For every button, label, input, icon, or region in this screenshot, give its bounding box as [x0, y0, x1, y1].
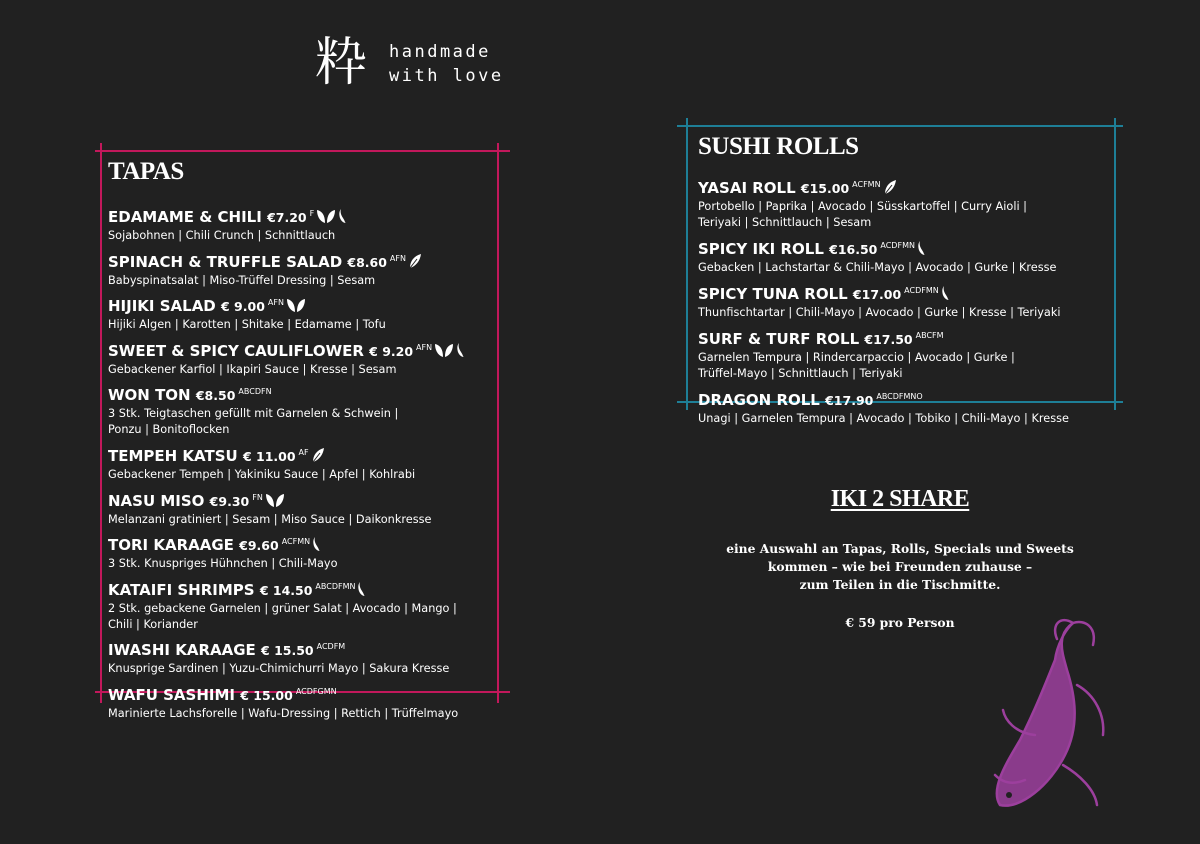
- allergen-codes: AF: [298, 447, 309, 457]
- menu-item-description: Thunfischtartar | Chili-Mayo | Avocado | Gurke | Kresse | Teriyaki: [698, 306, 1061, 319]
- allergen-codes: ACDFGMN: [295, 686, 337, 696]
- share-price: € 59 pro Person: [845, 615, 955, 630]
- menu-item-description: Gebacken | Lachstartar & Chili-Mayo | Avocado | Gurke | Kresse: [698, 261, 1057, 274]
- menu-item-name: KATAIFI SHRIMPS: [108, 580, 255, 599]
- chili-icon: [338, 208, 347, 224]
- menu-item-price: €15.00: [800, 181, 850, 196]
- menu-item-name: SURF & TURF ROLL: [698, 330, 860, 348]
- menu-item: [108, 382, 503, 438]
- tapas-title: TAPAS: [108, 158, 184, 185]
- menu-item: [108, 443, 503, 483]
- menu-item-description: Garnelen Tempura | Rindercarpaccio | Avocado | Gurke |: [698, 351, 1015, 364]
- tapas-list: [108, 204, 503, 727]
- menu-item-name: SPINACH & TRUFFLE SALAD: [108, 252, 343, 271]
- menu-item-price: €8.60: [347, 254, 387, 270]
- frame-line-top: [677, 125, 1123, 127]
- menu-item-price: € 14.50: [259, 582, 313, 598]
- veggie-leaf-icon: [434, 342, 454, 358]
- menu-item-heading: [108, 249, 503, 273]
- allergen-codes: AFN: [389, 253, 406, 263]
- share-line: kommen – wie bei Freunden zuhause –: [767, 559, 1033, 574]
- menu-item-heading: [108, 577, 503, 601]
- menu-item: [108, 249, 503, 289]
- menu-item-heading: [698, 175, 1118, 199]
- menu-item-heading: [108, 532, 503, 556]
- veggie-leaf-icon: [316, 208, 336, 224]
- share-line: eine Auswahl an Tapas, Rolls, Specials und Sweets: [726, 541, 1074, 556]
- veggie-leaf-icon: [286, 297, 306, 313]
- vegetarian-leaf-icon: [311, 447, 325, 463]
- menu-item: [108, 204, 503, 244]
- menu-item-heading: [108, 637, 503, 661]
- chili-icon: [456, 342, 465, 358]
- chili-icon: [941, 285, 950, 301]
- menu-item: [698, 175, 1118, 231]
- logo-mark: 粋: [315, 33, 368, 93]
- menu-item-name: YASAI ROLL: [698, 179, 796, 197]
- menu-item-name: NASU MISO: [108, 491, 205, 510]
- menu-item-description: Gebackener Karfiol | Ikapiri Sauce | Kresse | Sesam: [108, 362, 397, 376]
- allergen-codes: AFN: [416, 342, 433, 352]
- menu-item-description: Unagi | Garnelen Tempura | Avocado | Tobiko | Chili-Mayo | Kresse: [698, 412, 1069, 425]
- allergen-codes: ACDFM: [316, 642, 346, 652]
- menu-item-description: 2 Stk. gebackene Garnelen | grüner Salat | Avocado | Mango |: [108, 601, 457, 615]
- menu-item-heading: [108, 204, 503, 228]
- allergen-codes: ACFMN: [281, 537, 311, 547]
- allergen-codes: ABCFM: [915, 331, 944, 340]
- menu-item-heading: [108, 293, 503, 317]
- menu-item-name: HIJIKI SALAD: [108, 297, 216, 316]
- menu-item-price: € 9.00: [221, 299, 265, 315]
- menu-item-description: 3 Stk. Knuspriges Hühnchen | Chili-Mayo: [108, 557, 338, 571]
- menu-item-description: Sojabohnen | Chili Crunch | Schnittlauch: [108, 229, 336, 242]
- allergen-codes: ACFMN: [852, 180, 881, 189]
- menu-item: [108, 338, 503, 378]
- menu-item: [108, 532, 503, 572]
- menu-item-description: Chili | Koriander: [108, 617, 198, 631]
- menu-item-heading: [108, 338, 503, 362]
- menu-item-description: Trüffel-Mayo | Schnittlauch | Teriyaki: [698, 367, 903, 380]
- menu-item-price: € 15.00: [240, 687, 293, 703]
- menu-item: [108, 488, 503, 528]
- menu-item-name: DRAGON ROLL: [698, 391, 820, 409]
- menu-item-price: €17.50: [864, 332, 913, 347]
- menu-item-price: €17.90: [825, 393, 874, 408]
- menu-item: [108, 637, 503, 677]
- menu-item: [698, 236, 1118, 276]
- allergen-codes: F: [309, 209, 315, 218]
- menu-item-description: Babyspinatsalat | Miso-Trüffel Dressing | Sesam: [108, 273, 376, 287]
- menu-item: [698, 281, 1118, 321]
- menu-item-price: € 9.20: [369, 343, 414, 359]
- menu-item-description: Gebackener Tempeh | Yakiniku Sauce | Apfel | Kohlrabi: [108, 467, 416, 481]
- menu-item-name: WON TON: [108, 386, 191, 405]
- menu-item: [698, 326, 1118, 382]
- chili-icon: [312, 536, 321, 552]
- share-line: zum Teilen in die Tischmitte.: [799, 577, 1001, 592]
- vegetarian-leaf-icon: [883, 179, 897, 195]
- chili-icon: [357, 581, 366, 597]
- share-title: IKI 2 SHARE: [830, 486, 970, 512]
- menu-item-price: €17.00: [852, 287, 902, 302]
- menu-item-name: TEMPEH KATSU: [108, 446, 238, 465]
- allergen-codes: ABCDFMN: [315, 581, 356, 591]
- menu-item: [698, 387, 1118, 427]
- menu-item-price: €7.20: [267, 210, 307, 225]
- menu-item-description: Melanzani gratiniert | Sesam | Miso Sauce | Daikonkresse: [108, 512, 432, 526]
- menu-item-heading: [108, 382, 503, 406]
- menu-item-heading: [108, 443, 503, 467]
- menu-item: [108, 293, 503, 333]
- frame-line-top: [95, 150, 510, 152]
- menu-item-name: IWASHI KARAAGE: [108, 641, 256, 660]
- frame-line-left: [100, 143, 102, 703]
- koi-fish-icon: [985, 615, 1115, 815]
- menu-item-description: Hijiki Algen | Karotten | Shitake | Edamame | Tofu: [108, 318, 386, 332]
- menu-item-name: TORI KARAAGE: [108, 536, 234, 555]
- share-description: [700, 540, 1100, 594]
- menu-item-price: € 11.00: [242, 448, 296, 464]
- menu-item-heading: [108, 682, 503, 706]
- menu-item-name: WAFU SASHIMI: [108, 685, 235, 704]
- vegetarian-leaf-icon: [408, 253, 422, 269]
- menu-item: [108, 682, 503, 722]
- logo-line-2: with love: [389, 66, 504, 86]
- sushi-title: SUSHI ROLLS: [698, 133, 859, 160]
- allergen-codes: AFN: [267, 298, 284, 308]
- frame-line-left: [686, 118, 688, 410]
- menu-item-heading: [108, 488, 503, 512]
- menu-item-description: Knusprige Sardinen | Yuzu-Chimichurri Mayo | Sakura Kresse: [108, 662, 450, 676]
- menu-item-price: €8.50: [195, 388, 236, 404]
- menu-item-price: € 15.50: [261, 643, 314, 659]
- allergen-codes: ACDFMN: [880, 241, 915, 250]
- sushi-list: [698, 175, 1118, 432]
- menu-item-heading: [698, 387, 1118, 411]
- logo-line-1: handmade: [389, 42, 491, 62]
- menu-item: [108, 577, 503, 633]
- chili-icon: [917, 240, 926, 256]
- menu-item-heading: [698, 281, 1118, 305]
- menu-item-description: 3 Stk. Teigtaschen gefüllt mit Garnelen & Schwein |: [108, 407, 399, 421]
- menu-item-name: SPICY TUNA ROLL: [698, 285, 848, 303]
- menu-item-description: Marinierte Lachsforelle | Wafu-Dressing | Rettich | Trüffelmayo: [108, 706, 459, 720]
- logo-tagline: [389, 40, 504, 88]
- menu-item-price: €16.50: [829, 242, 878, 257]
- menu-item-name: SPICY IKI ROLL: [698, 240, 824, 258]
- allergen-codes: ABCDFMNO: [876, 392, 923, 401]
- allergen-codes: ABCDFN: [238, 387, 272, 397]
- menu-item-price: €9.60: [239, 538, 279, 554]
- menu-item-name: SWEET & SPICY CAULIFLOWER: [108, 341, 364, 360]
- menu-item-description: Teriyaki | Schnittlauch | Sesam: [698, 216, 872, 229]
- allergen-codes: ACDFMN: [904, 286, 939, 295]
- menu-item-heading: [698, 326, 1118, 350]
- menu-item-name: EDAMAME & CHILI: [108, 208, 262, 226]
- menu-item-description: Ponzu | Bonitoflocken: [108, 423, 230, 437]
- logo: [315, 34, 545, 94]
- menu-item-description: Portobello | Paprika | Avocado | Süsskartoffel | Curry Aioli |: [698, 200, 1027, 213]
- allergen-codes: FN: [252, 492, 263, 502]
- menu-item-price: €9.30: [209, 493, 250, 509]
- menu-item-heading: [698, 236, 1118, 260]
- veggie-leaf-icon: [265, 492, 285, 508]
